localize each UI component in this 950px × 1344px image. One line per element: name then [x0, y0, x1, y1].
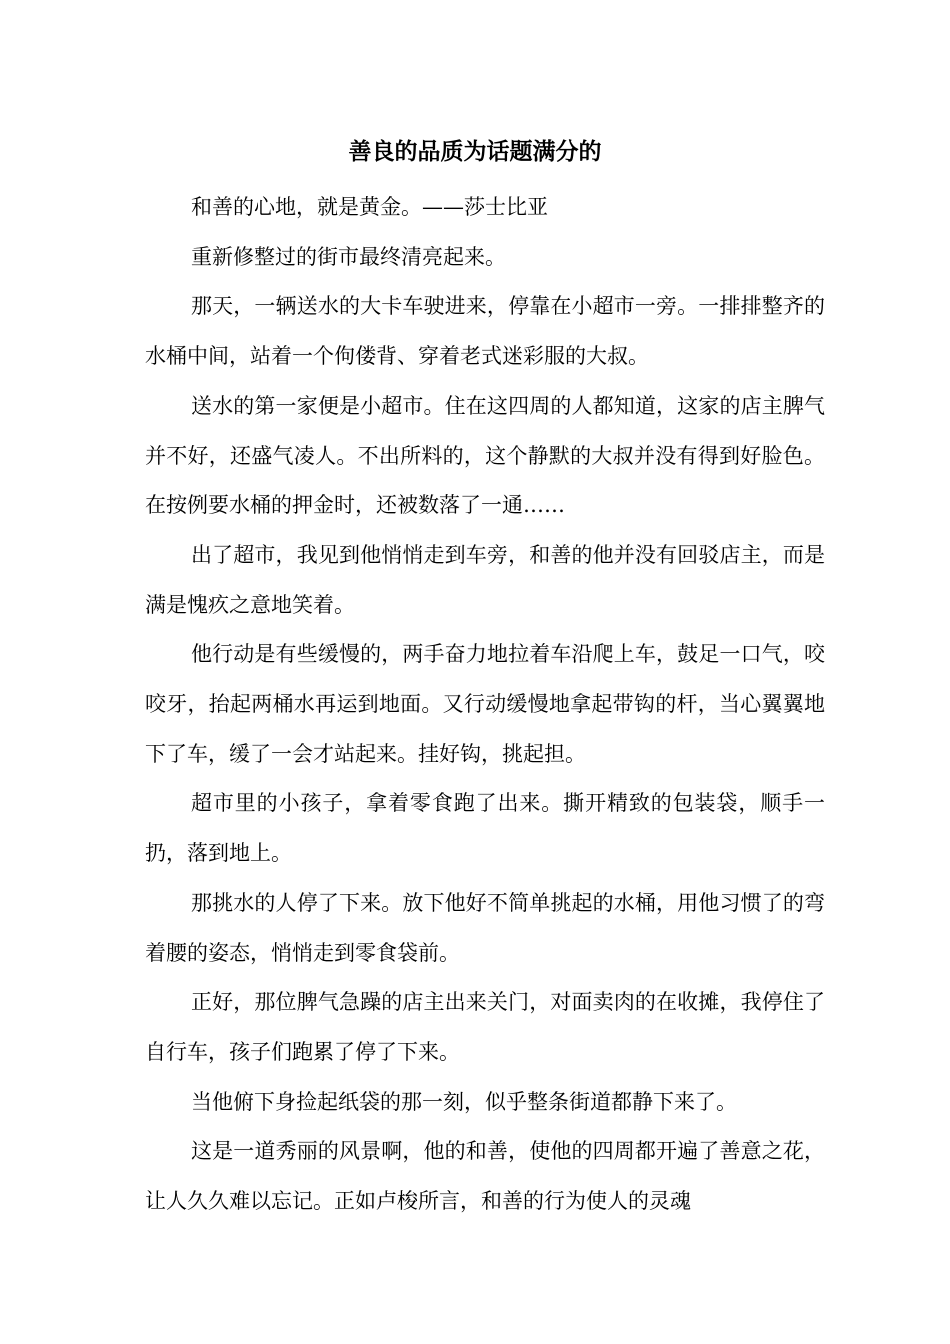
paragraph: 当他俯下身捡起纸袋的那一刻，似乎整条街道都静下来了。 — [191, 1089, 737, 1114]
document-title: 善良的品质为话题满分的 — [348, 138, 602, 165]
paragraph: 那天，一辆送水的大卡车驶进来，停靠在小超市一旁。一排排整齐的水桶中间，站着一个佝偻背、穿着老式迷彩服的大叔。 — [145, 294, 825, 369]
paragraph: 正好，那位脾气急躁的店主出来关门，对面卖肉的在收摊，我停住了自行车，孩子们跑累了停了下来。 — [145, 990, 825, 1064]
paragraph: 送水的第一家便是小超市。住在这四周的人都知道，这家的店主脾气并不好，还盛气凌人。不出所料的，这个静默的大叔并没有得到好脸色。在按例要水桶的押金时，还被数落了一通…… — [145, 393, 825, 518]
paragraph: 他行动是有些缓慢的，两手奋力地拉着车沿爬上车，鼓足一口气，咬咬牙，抬起两桶水再运到地面。又行动缓慢地拿起带钩的杆，当心翼翼地下了车，缓了一会才站起来。挂好钩，挑起担。 — [145, 642, 825, 766]
paragraph-quote: 和善的心地，就是黄金。——莎士比亚 — [191, 195, 548, 219]
paragraph: 出了超市，我见到他悄悄走到车旁，和善的他并没有回驳店主，而是满是愧疚之意地笑着。 — [145, 542, 825, 617]
paragraph: 这是一道秀丽的风景啊，他的和善，使他的四周都开遍了善意之花，让人久久难以忘记。正如卢梭所言，和善的行为使人的灵魂 — [145, 1139, 825, 1214]
paragraph: 超市里的小孩子，拿着零食跑了出来。撕开精致的包装袋，顺手一扔，落到地上。 — [145, 791, 825, 866]
document-body — [145, 183, 825, 1227]
paragraph: 重新修整过的街市最终清亮起来。 — [191, 244, 506, 269]
paragraph: 那挑水的人停了下来。放下他好不简单挑起的水桶，用他习惯了的弯着腰的姿态，悄悄走到零食袋前。 — [145, 890, 825, 965]
